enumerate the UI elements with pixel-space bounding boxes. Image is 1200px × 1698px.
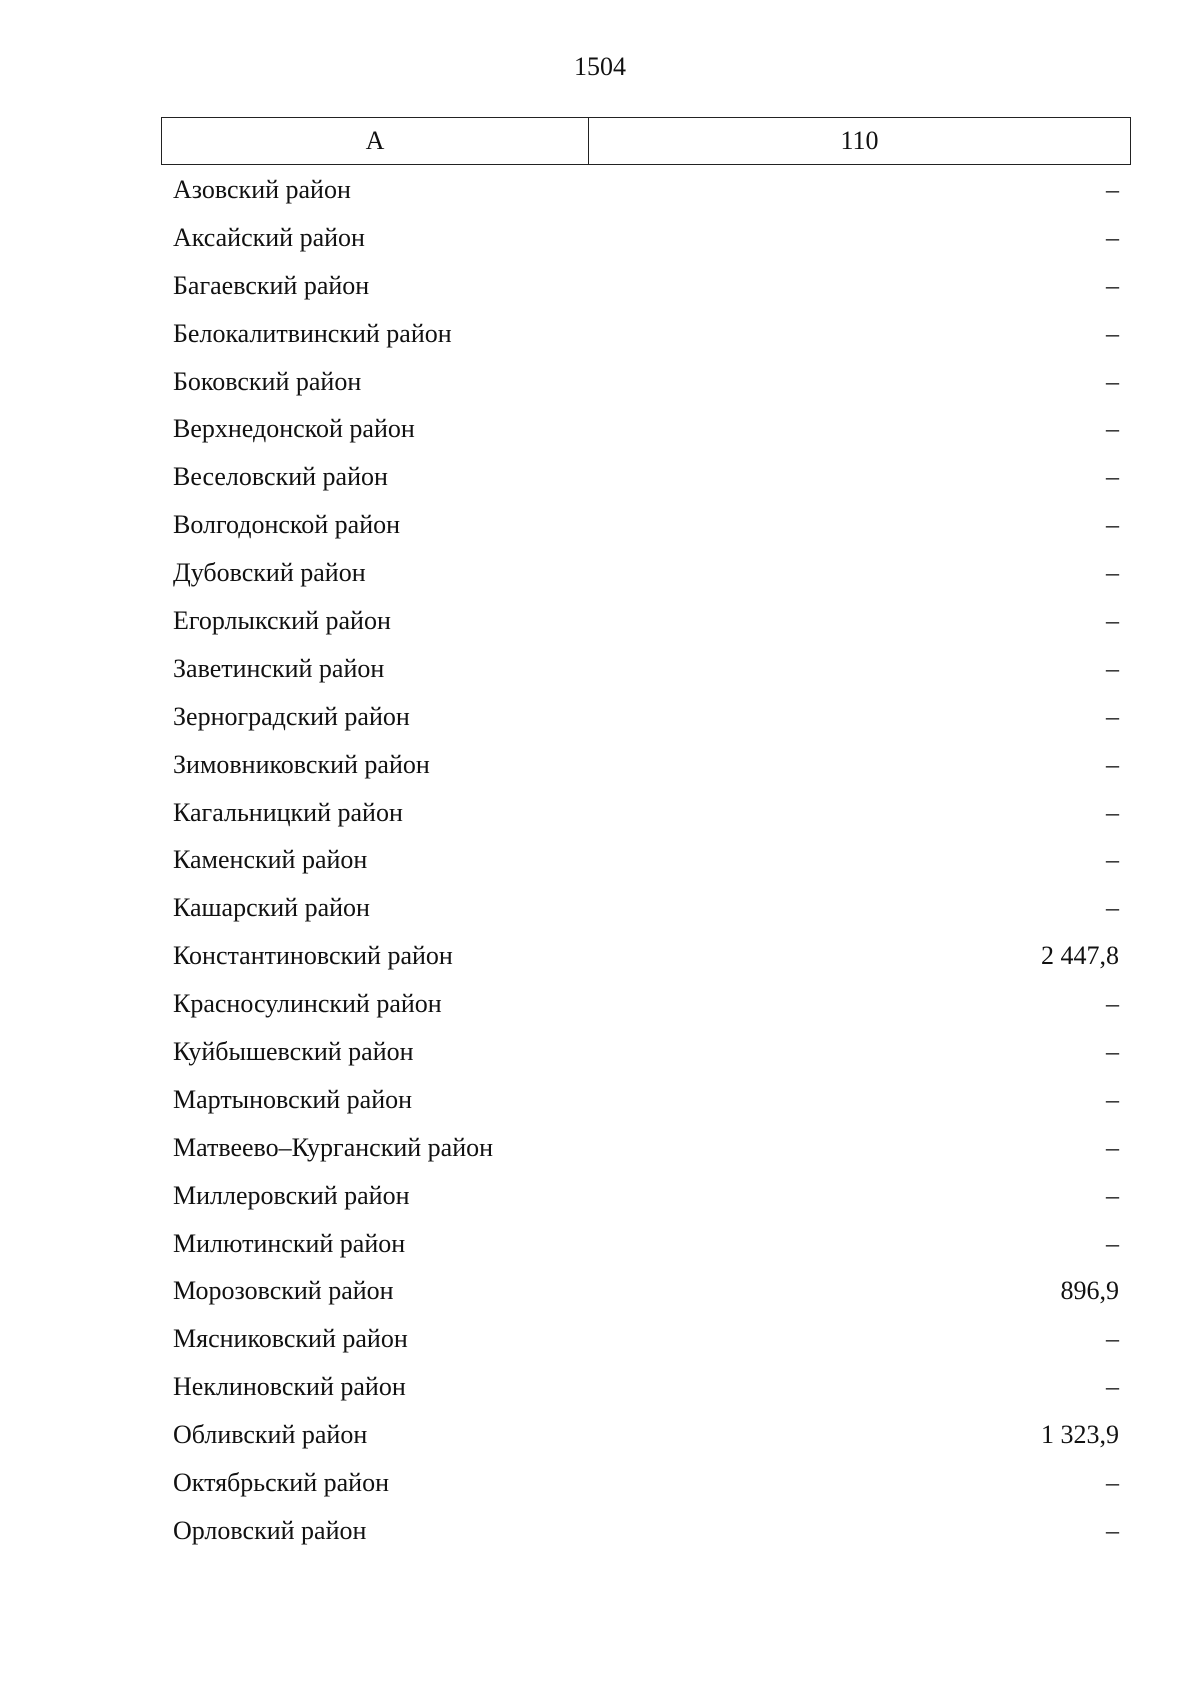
district-name: Зимовниковский район [173, 749, 430, 779]
district-name: Мартыновский район [173, 1084, 413, 1114]
table-row [161, 980, 1131, 1028]
table-body [161, 166, 1131, 1555]
table-row [161, 358, 1131, 406]
table-row [161, 789, 1131, 837]
table-row [161, 693, 1131, 741]
district-name: Волгодонской район [173, 510, 401, 540]
table-row [161, 262, 1131, 310]
district-value: – [1106, 558, 1119, 588]
district-value: – [1106, 989, 1119, 1019]
district-value: – [1106, 797, 1119, 827]
district-name: Неклиновский район [173, 1372, 406, 1402]
table-row [161, 1172, 1131, 1220]
district-value: – [1106, 749, 1119, 779]
table-row [161, 1459, 1131, 1507]
district-value: – [1106, 318, 1119, 348]
table-row [161, 1220, 1131, 1268]
district-name: Егорлыкский район [173, 605, 391, 635]
district-name: Обливский район [173, 1420, 368, 1450]
district-value: – [1106, 1036, 1119, 1066]
district-value: – [1106, 653, 1119, 683]
table-row [161, 214, 1131, 262]
district-value: – [1106, 222, 1119, 252]
table-row [161, 1315, 1131, 1363]
district-name: Заветинский район [173, 653, 385, 683]
table-row [161, 166, 1131, 214]
table-row [161, 1124, 1131, 1172]
district-value: – [1106, 1372, 1119, 1402]
district-value: 896,9 [1060, 1276, 1119, 1306]
district-value: – [1106, 1324, 1119, 1354]
table-row [161, 310, 1131, 358]
table-row [161, 405, 1131, 453]
table-row [161, 1507, 1131, 1555]
column-header-a: А [162, 118, 589, 164]
table-row [161, 836, 1131, 884]
district-value: – [1106, 1228, 1119, 1258]
table-row [161, 741, 1131, 789]
page-number: 1504 [574, 52, 626, 81]
table-row [161, 1363, 1131, 1411]
district-name: Мясниковский район [173, 1324, 408, 1354]
district-name: Морозовский район [173, 1276, 394, 1306]
district-value: – [1106, 845, 1119, 875]
district-name: Константиновский район [173, 941, 453, 971]
table-row [161, 1267, 1131, 1315]
district-name: Матвеево–Курганский район [173, 1132, 494, 1162]
district-name: Каменский район [173, 845, 368, 875]
table-row [161, 884, 1131, 932]
district-name: Верхнедонской район [173, 414, 415, 444]
table-row [161, 549, 1131, 597]
district-name: Боковский район [173, 366, 362, 396]
district-value: – [1106, 701, 1119, 731]
district-value: 2 447,8 [1041, 941, 1119, 971]
district-name: Багаевский район [173, 270, 370, 300]
district-name: Куйбышевский район [173, 1036, 414, 1066]
district-value: – [1106, 1180, 1119, 1210]
district-name: Октябрьский район [173, 1467, 389, 1497]
district-value: – [1106, 174, 1119, 204]
column-header-110: 110 [840, 126, 879, 155]
table-header [161, 117, 1131, 165]
district-value: – [1106, 605, 1119, 635]
district-value: – [1106, 366, 1119, 396]
table-row [161, 501, 1131, 549]
district-value: – [1106, 1515, 1119, 1545]
district-value: – [1106, 510, 1119, 540]
district-value: – [1106, 270, 1119, 300]
district-name: Дубовский район [173, 558, 366, 588]
district-value: – [1106, 414, 1119, 444]
district-value: – [1106, 1084, 1119, 1114]
district-value: – [1106, 1467, 1119, 1497]
district-name: Красносулинский район [173, 989, 442, 1019]
district-name: Кагальницкий район [173, 797, 403, 827]
district-name: Орловский район [173, 1515, 367, 1545]
district-value: – [1106, 893, 1119, 923]
district-name: Веселовский район [173, 462, 388, 492]
district-name: Азовский район [173, 174, 351, 204]
district-name: Зерноградский район [173, 701, 410, 731]
district-name: Аксайский район [173, 222, 365, 252]
table-row [161, 932, 1131, 980]
district-name: Миллеровский район [173, 1180, 410, 1210]
table-row [161, 1411, 1131, 1459]
table-row [161, 453, 1131, 501]
table-row [161, 597, 1131, 645]
district-value: 1 323,9 [1041, 1420, 1119, 1450]
district-name: Кашарский район [173, 893, 370, 923]
district-name: Милютинский район [173, 1228, 406, 1258]
district-name: Белокалитвинский район [173, 318, 452, 348]
table-row [161, 1028, 1131, 1076]
district-value: – [1106, 1132, 1119, 1162]
district-value: – [1106, 462, 1119, 492]
table-row [161, 645, 1131, 693]
table-row [161, 1076, 1131, 1124]
